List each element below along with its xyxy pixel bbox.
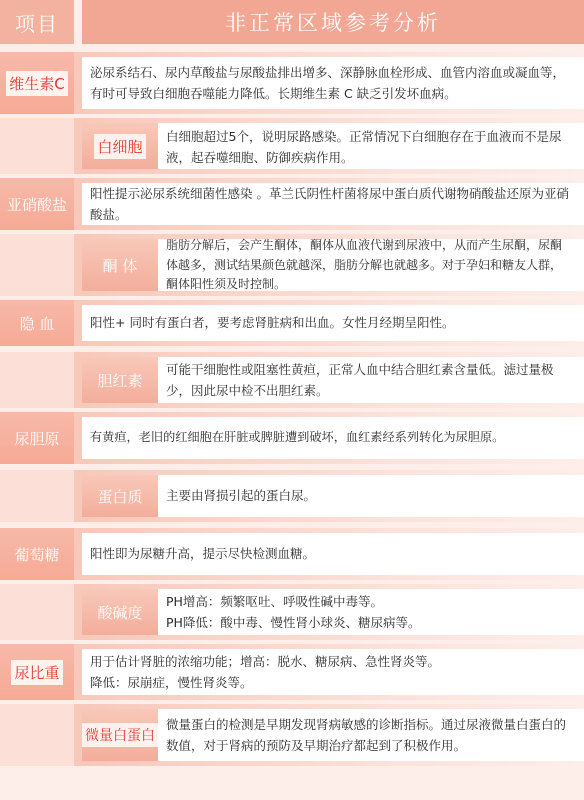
row-label: 酮 体	[82, 239, 158, 291]
row-label: 亚硝酸盐	[0, 178, 74, 230]
description-line: 降低：尿崩症，慢性肾炎等。	[90, 675, 253, 690]
row-label: 维生素C	[0, 52, 74, 114]
header-item-column: 项目	[0, 0, 74, 44]
row-description: 泌尿系结石、尿内草酸盐与尿酸盐排出增多、深静脉血栓形成、血管内溶血或凝血等，有时可导致白细胞吞噬能力降低。长期维生素 C 缺乏引发坏血病。	[90, 65, 566, 101]
description-line: PH降低：酸中毒、慢性肾小球炎、糖尿病等。	[166, 615, 421, 630]
row-description: 阳性+ 同时有蛋白者，要考虑肾脏病和出血。女性月经期呈阳性。	[90, 315, 455, 330]
table-row	[0, 178, 584, 230]
row-label: 微量白蛋白	[82, 709, 158, 761]
header-analysis-column: 非正常区域参考分析	[82, 0, 584, 44]
row-description: 脂肪分解后，会产生酮体，酮体从血液代谢到尿液中，从而产生尿酮，尿酮体越多，测试结果颜色就越深，脂肪分解也就越多。对于孕妇和糖友人群，酮体阳性须及时控制。	[166, 238, 563, 291]
row-label: 蛋白质	[82, 475, 158, 517]
description-line: 用于估计肾脏的浓缩功能；增高：脱水、糖尿病、急性肾炎等。	[90, 654, 441, 669]
row-label: 尿比重	[0, 644, 74, 700]
row-description: 阳性提示泌尿系统细菌性感染 。革兰氏阴性杆菌将尿中蛋白质代谢物硝酸盐还原为亚硝酸盐。	[90, 186, 569, 222]
description-line: PH增高：频繁呕吐、呼吸性碱中毒等。	[166, 594, 383, 609]
table-row	[0, 352, 584, 408]
row-label: 尿胆原	[0, 412, 74, 464]
table-row	[0, 470, 584, 522]
table-row	[0, 234, 584, 296]
row-label: 酸碱度	[82, 589, 158, 635]
row-description: 主要由肾损引起的蛋白尿。	[166, 488, 317, 503]
row-label: 白细胞	[82, 123, 158, 169]
row-description: 阳性即为尿糖升高，提示尽快检测血糖。	[90, 546, 316, 561]
row-label: 隐 血	[0, 300, 74, 346]
table-row	[0, 584, 584, 640]
row-description: 有黄疸，老旧的红细胞在肝脏或脾脏遭到破坏，血红素经系列转化为尿胆原。	[90, 430, 505, 444]
row-label: 葡萄糖	[0, 528, 74, 580]
table-row	[0, 412, 584, 464]
table-row	[0, 704, 584, 766]
row-description	[166, 591, 572, 633]
row-description: 可能干细胞性或阻塞性黄疸，正常人血中结合胆红素含量低。滤过量极少，因此尿中检不出胆红素。	[166, 362, 554, 398]
row-label: 胆红素	[82, 357, 158, 403]
table-row	[0, 528, 584, 580]
row-description	[90, 651, 572, 693]
table-row	[0, 644, 584, 700]
table-header	[0, 0, 584, 44]
table-row	[0, 118, 584, 174]
table-row	[0, 52, 584, 114]
table-row	[0, 300, 584, 346]
row-description: 微量蛋白的检测是早期发现肾病敏感的诊断指标。通过尿液微量白蛋白的数值，对于肾病的预防及早期治疗都起到了积极作用。	[166, 717, 567, 753]
row-description: 白细胞超过5个，说明尿路感染。正常情况下白细胞存在于血液而不是尿液，起吞噬细胞、防御疾病作用。	[166, 129, 562, 165]
